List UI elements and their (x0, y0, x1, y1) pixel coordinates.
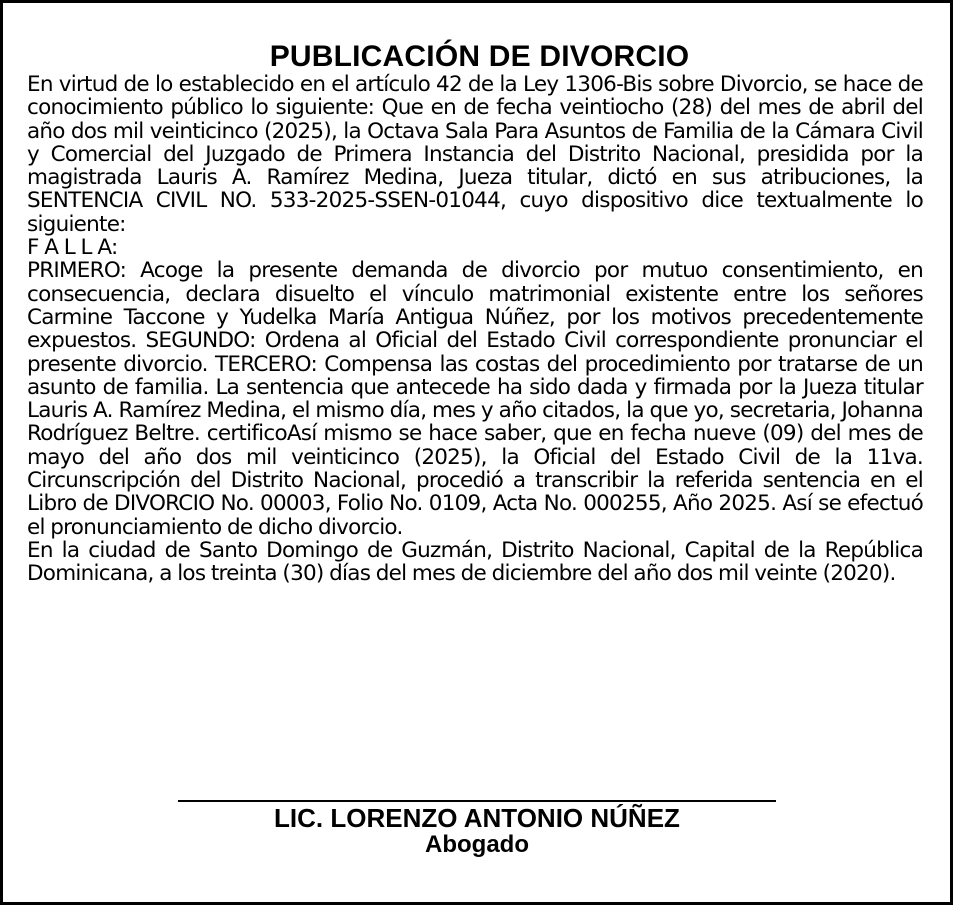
falla-heading: F A L L A: (27, 235, 118, 261)
closing-paragraph: En la ciudad de Santo Domingo de Guzmán, Distrito Nacional, Capital de la República Dominicana, a los treinta (30) días del mes de diciembre del año dos mil veinte (2020). (27, 537, 923, 587)
ruling-paragraph: PRIMERO: Acoge la presente demanda de divorcio por mutuo consentimiento, en consecuencia, declara disuelto el vínculo matrimonial existente entre los señores Carmine Taccone y Yudelka María Antigua Núñez, por los motivos precedentemente expuestos. SEGUNDO: Ordena al Oficial del Estado Civil correspondiente pronunciar el presente divorcio. TERCERO: Compensa las costas del procedimiento por tratarse de un asunto de familia. La sentencia que antecede ha sido dada y firmada por la Jueza titular Lauris A. Ramírez Medina, el mismo día, mes y año citados, la que yo, secretaria, Johanna Rodríguez Beltre. certificoAsí mismo se hace saber, que en fecha nueve (09) del mes de mayo del año dos mil veinticinco (2025), la Oficial del Estado Civil de la 11va. Circunscripción del Distrito Nacional, procedió a transcribir la referida sentencia en el Libro de DIVORCIO No. 00003, Folio No. 0109, Acta No. 000255, Año 2025. Así se efectuó el pronunciamiento de dicho divorcio. (27, 258, 923, 540)
intro-paragraph: En virtud de lo establecido en el artículo 42 de la Ley 1306-Bis sobre Divorcio, se hace de conocimiento público lo siguiente: Que en de fecha veintiocho (28) del mes de abril del año dos mil veinticinco (2025), la Octava Sala Para Asuntos de Familia de la Cámara Civil y Comercial del Juzgado de Primera Instancia del Distrito Nacional, presidida por la magistrada Lauris A. Ramírez Medina, Jueza titular, dictó en sus atribuciones, la SENTENCIA CIVIL NO. 533-2025-SSEN-01044, cuyo dispositivo dice textualmente lo siguiente: (27, 72, 923, 237)
notice-title: PUBLICACIÓN DE DIVORCIO (269, 40, 690, 73)
notice-body (27, 73, 923, 586)
signature-line (178, 800, 776, 802)
signer-name: LIC. LORENZO ANTONIO NÚÑEZ (274, 803, 680, 833)
signer-role: Abogado (425, 831, 529, 858)
